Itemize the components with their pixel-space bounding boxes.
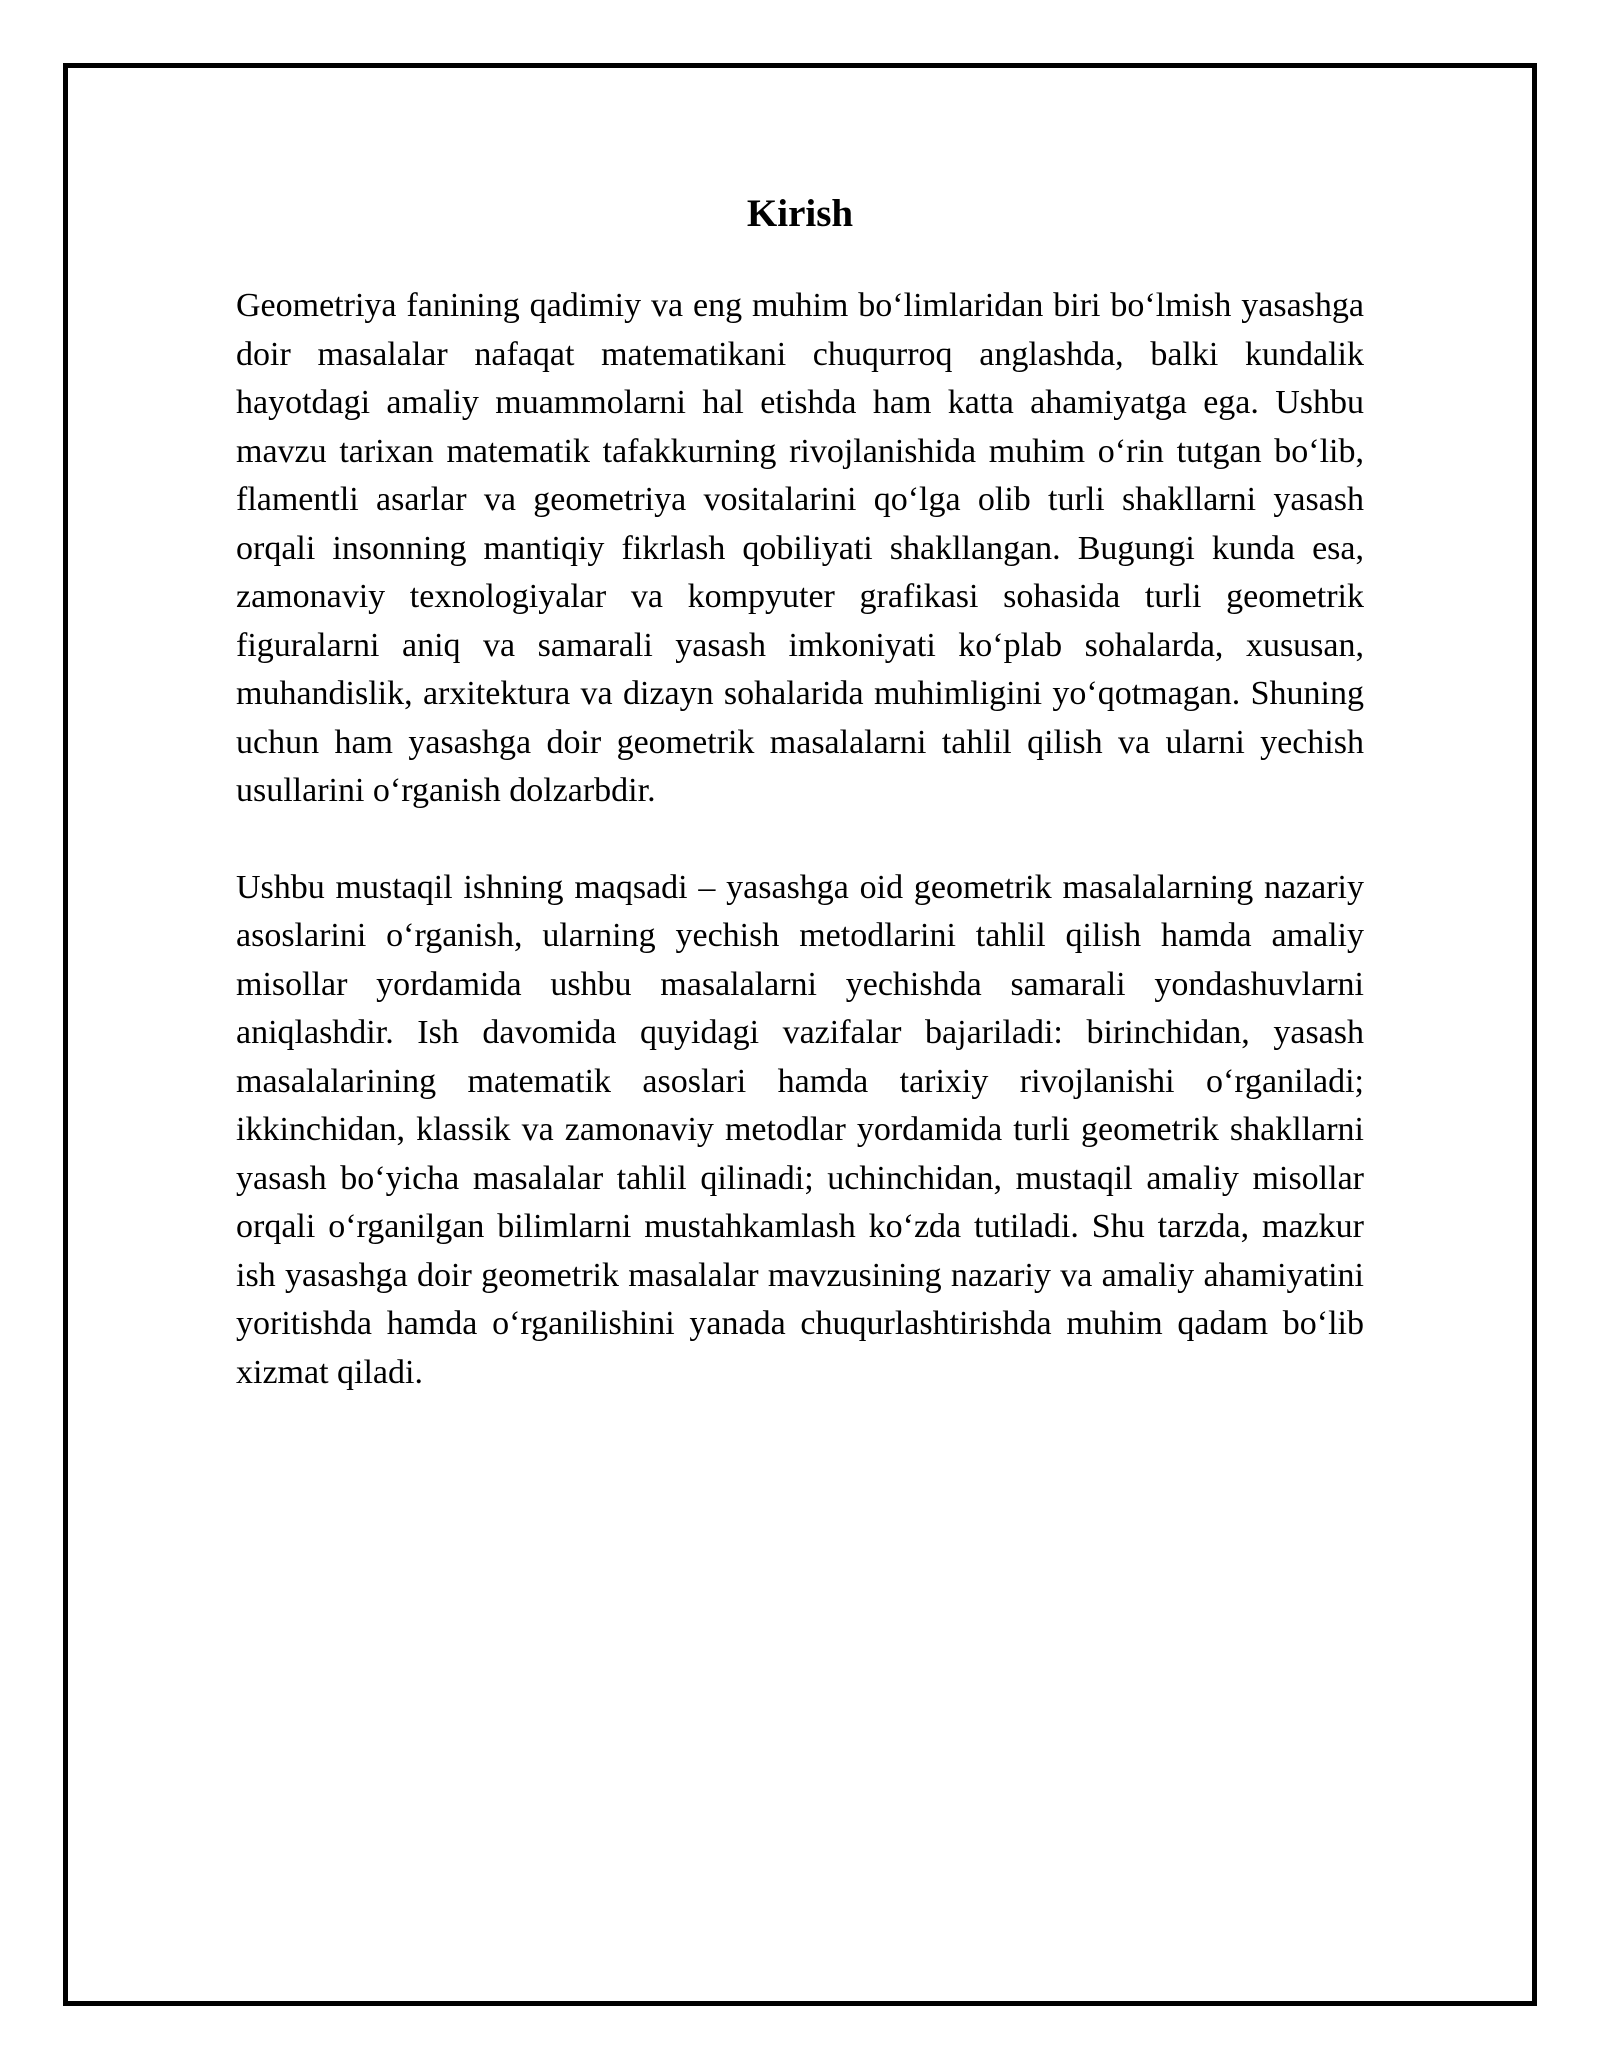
document-body: [236, 188, 1364, 1397]
paragraph-goals: Ushbu mustaqil ishning maqsadi – yasashga oid geometrik masalalarning nazariy asoslarini o‘rganish, ularning yechish metodlarini tahlil qilish hamda amaliy misollar yordamida ushbu masalalarni yechishda samarali yondashuvlarni aniqlashdir. Ish davomida quyidagi vazifalar bajariladi: birinchidan, yasash masalalarining matematik asoslari hamda tarixiy rivojlanishi o‘rganiladi; ikkinchidan, klassik va zamonaviy metodlar yordamida turli geometrik shakllarni yasash bo‘yicha masalalar tahlil qilinadi; uchinchidan, mustaqil amaliy misollar orqali o‘rganilgan bilimlarni mustahkamlash ko‘zda tutiladi. Shu tarzda, mazkur ish yasashga doir geometrik masalalar mavzusining nazariy va amaliy ahamiyatini yoritishda hamda o‘rganilishini yanada chuqurlashtirishda muhim qadam bo‘lib xizmat qiladi.: [236, 868, 1364, 1391]
paragraph-intro: Geometriya fanining qadimiy va eng muhim bo‘limlaridan biri bo‘lmish yasashga doir masalalar nafaqat matematikani chuqurroq anglashda, balki kundalik hayotdagi amaliy muammolarni hal etishda ham katta ahamiyatga ega. Ushbu mavzu tarixan matematik tafakkurning rivojlanishida muhim o‘rin tutgan bo‘lib, flamentli asarlar va geometriya vositalarini qo‘lga olib turli shakllarni yasash orqali insonning mantiqiy fikrlash qobiliyati shakllangan. Bugungi kunda esa, zamonaviy texnologiyalar va kompyuter grafikasi sohasida turli geometrik figuralarni aniq va samarali yasash imkoniyati ko‘plab sohalarda, xususan, muhandislik, arxitektura va dizayn sohalarida muhimligini yo‘qotmagan. Shuning uchun ham yasashga doir geometrik masalalarni tahlil qilish va ularni yechish usullarini o‘rganish dolzarbdir.: [236, 287, 1364, 809]
page-title: Kirish: [746, 192, 854, 235]
